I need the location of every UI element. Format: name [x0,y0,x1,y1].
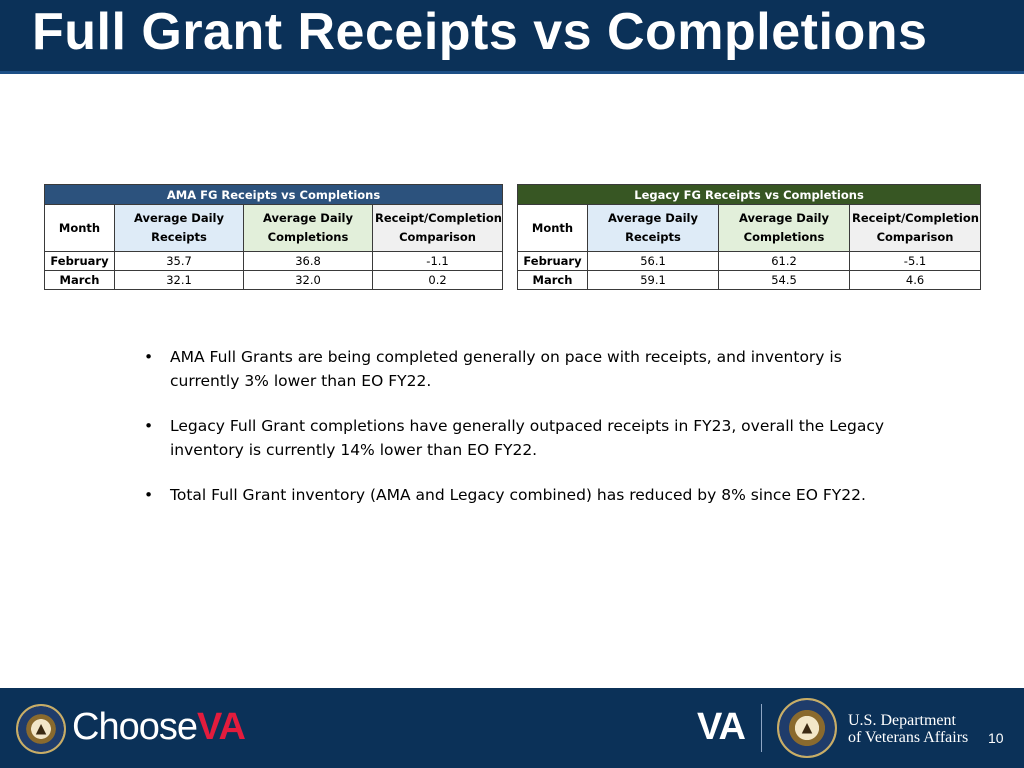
list-item [144,346,904,393]
ama-row-comparison: 0.2 [373,271,503,290]
legacy-header-receipts: Average Daily Receipts [588,205,719,252]
department-name [848,712,968,746]
list-item [144,484,904,508]
title-bar [0,0,1024,74]
table-row [45,252,503,271]
ama-row-completions: 32.0 [244,271,373,290]
bullet-icon: • [144,417,154,435]
choose-va-logo [72,706,245,749]
bullet-text: AMA Full Grants are being completed generally on pace with receipts, and inventory is currently 3% lower than EO FY22. [170,348,842,390]
legacy-header-comparison: Receipt/Completion Comparison [850,205,981,252]
ama-row-receipts: 32.1 [115,271,244,290]
dept-line-2: of Veterans Affairs [848,729,969,746]
va-logo: VA [697,706,745,748]
ama-header-month: Month [45,205,115,252]
ama-row-receipts: 35.7 [115,252,244,271]
table-row [518,252,981,271]
ama-header-comparison: Receipt/Completion Comparison [373,205,503,252]
dept-line-1: U.S. Department [848,712,956,729]
legacy-table-caption: Legacy FG Receipts vs Completions [518,185,981,205]
choose-va-text: VA [196,706,245,748]
legacy-row-month: February [518,252,588,271]
bullet-list [144,346,904,530]
legacy-row-completions: 54.5 [719,271,850,290]
bullet-text: Legacy Full Grant completions have generally outpaced receipts in FY23, overall the Legacy inventory is currently 14% lower than EO FY22. [170,417,885,459]
ama-row-comparison: -1.1 [373,252,503,271]
legacy-row-receipts: 56.1 [588,252,719,271]
list-item [144,415,904,462]
legacy-row-month: March [518,271,588,290]
ama-table-caption: AMA FG Receipts vs Completions [45,185,503,205]
legacy-row-receipts: 59.1 [588,271,719,290]
eagle-icon: ▲ [32,718,50,739]
legacy-fg-table [517,184,981,290]
ama-header-row [45,205,503,252]
page-title: Full Grant Receipts vs Completions [32,3,928,61]
legacy-row-comparison: -5.1 [850,252,981,271]
legacy-row-completions: 61.2 [719,252,850,271]
choose-text: Choose [72,706,197,748]
ama-row-completions: 36.8 [244,252,373,271]
legacy-header-row [518,205,981,252]
va-seal-icon [777,698,837,758]
legacy-header-month: Month [518,205,588,252]
table-row [518,271,981,290]
footer-bar [0,688,1024,768]
bullet-text: Total Full Grant inventory (AMA and Legacy combined) has reduced by 8% since EO FY22. [170,486,866,504]
table-row [45,271,503,290]
legacy-row-comparison: 4.6 [850,271,981,290]
legacy-header-completions: Average Daily Completions [719,205,850,252]
eagle-icon: ▲ [798,717,816,738]
ama-fg-table [44,184,503,290]
bullet-icon: • [144,486,154,504]
bullet-icon: • [144,348,154,366]
page-number: 10 [988,730,1004,746]
ama-row-month: February [45,252,115,271]
ama-row-month: March [45,271,115,290]
va-seal-icon [16,704,66,754]
ama-header-receipts: Average Daily Receipts [115,205,244,252]
ama-header-completions: Average Daily Completions [244,205,373,252]
logo-divider [761,704,762,752]
